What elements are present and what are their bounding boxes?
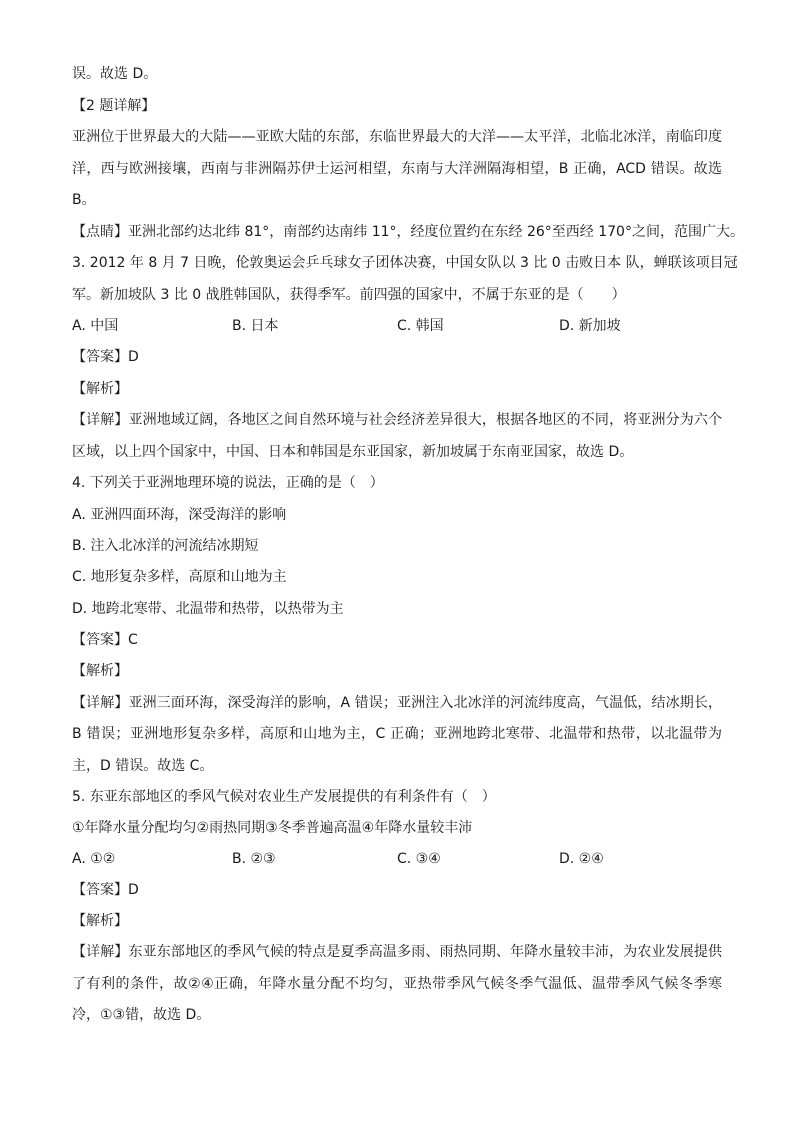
analysis-label: 【解析】 xyxy=(72,913,128,929)
question-5-options xyxy=(72,849,722,869)
question-3-text: 军。新加坡队 3 比 0 战胜韩国队，获得季军。前四强的国家中，不属于东亚的是（ ） xyxy=(72,287,626,303)
question-5-text: 5. 东亚东部地区的季风气候对农业生产发展提供的有利条件有（ ） xyxy=(72,789,496,805)
explanation-line: 【详解】亚洲地域辽阔，各地区之间自然环境与社会经济差异很大，根据各地区的不同，将亚洲分为六个 xyxy=(72,412,722,428)
question-5-statements: ①年降水量分配均匀②雨热同期③冬季普遍高温④年降水量较丰沛 xyxy=(72,820,473,836)
option-a: A. ①② xyxy=(72,851,116,867)
explanation-line: 冷，①③错，故选 D。 xyxy=(72,1007,211,1023)
text-line: 亚洲位于世界最大的大陆——亚欧大陆的东部，东临世界最大的大洋——太平洋，北临北冰洋，南临印度 xyxy=(72,129,722,145)
question-4-text: 4. 下列关于亚洲地理环境的说法，正确的是（ ） xyxy=(72,475,384,491)
option-b: B. 日本 xyxy=(232,318,279,334)
analysis-label: 【解析】 xyxy=(72,381,128,397)
option-b: B. 注入北冰洋的河流结冰期短 xyxy=(72,538,259,554)
answer-label: 【答案】D xyxy=(72,349,139,365)
option-c: C. ③④ xyxy=(397,851,441,867)
explanation-line: 区域，以上四个国家中，中国、日本和韩国是东亚国家，新加坡属于东南亚国家，故选 D。 xyxy=(72,444,634,460)
option-d: D. ②④ xyxy=(559,851,604,867)
option-b: B. ②③ xyxy=(232,851,276,867)
explanation-line: 【详解】东亚东部地区的季风气候的特点是夏季高温多雨、雨热同期、年降水量较丰沛，为农业发展提供 xyxy=(72,944,722,960)
option-d: D. 新加坡 xyxy=(559,318,621,334)
explanation-line: B 错误；亚洲地形复杂多样，高原和山地为主，C 正确；亚洲地跨北寒带、北温带和热带，以北温带为 xyxy=(72,726,722,742)
analysis-label: 【解析】 xyxy=(72,663,128,679)
option-c: C. 地形复杂多样，高原和山地为主 xyxy=(72,569,287,585)
question-3-text: 3. 2012 年 8 月 7 日晚，伦敦奥运会乒乓球女子团体决赛，中国女队以 3 比 0 击败日本 队，蝉联该项目冠 xyxy=(72,255,738,271)
question-3-options xyxy=(72,316,722,336)
text-line: 误。故选 D。 xyxy=(72,66,158,82)
option-d: D. 地跨北寒带、北温带和热带，以热带为主 xyxy=(72,601,344,617)
text-line: B。 xyxy=(72,192,96,208)
explanation-line: 了有利的条件，故②④正确，年降水量分配不均匀，亚热带季风气候冬季气温低、温带季风气候冬季寒 xyxy=(72,976,722,992)
option-a: A. 亚洲四面环海，深受海洋的影响 xyxy=(72,507,287,523)
explanation-line: 主，D 错误。故选 C。 xyxy=(72,758,214,774)
option-a: A. 中国 xyxy=(72,318,119,334)
explanation-line: 【详解】亚洲三面环海，深受海洋的影响，A 错误；亚洲注入北冰洋的河流纬度高，气温低，结冰期长， xyxy=(72,695,722,711)
tip-line: 【点睛】亚洲北部约达北纬 81°，南部约达南纬 11°，经度位置约在东经 26°至西经 170°之间，范围广大。 xyxy=(72,224,744,240)
option-c: C. 韩国 xyxy=(397,318,444,334)
text-line: 洋，西与欧洲接壤，西南与非洲隔苏伊士运河相望，东南与大洋洲隔海相望，B 正确，ACD 错误。故选 xyxy=(72,161,722,177)
section-heading: 【2 题详解】 xyxy=(72,98,156,114)
answer-label: 【答案】C xyxy=(72,632,138,648)
answer-label: 【答案】D xyxy=(72,882,139,898)
